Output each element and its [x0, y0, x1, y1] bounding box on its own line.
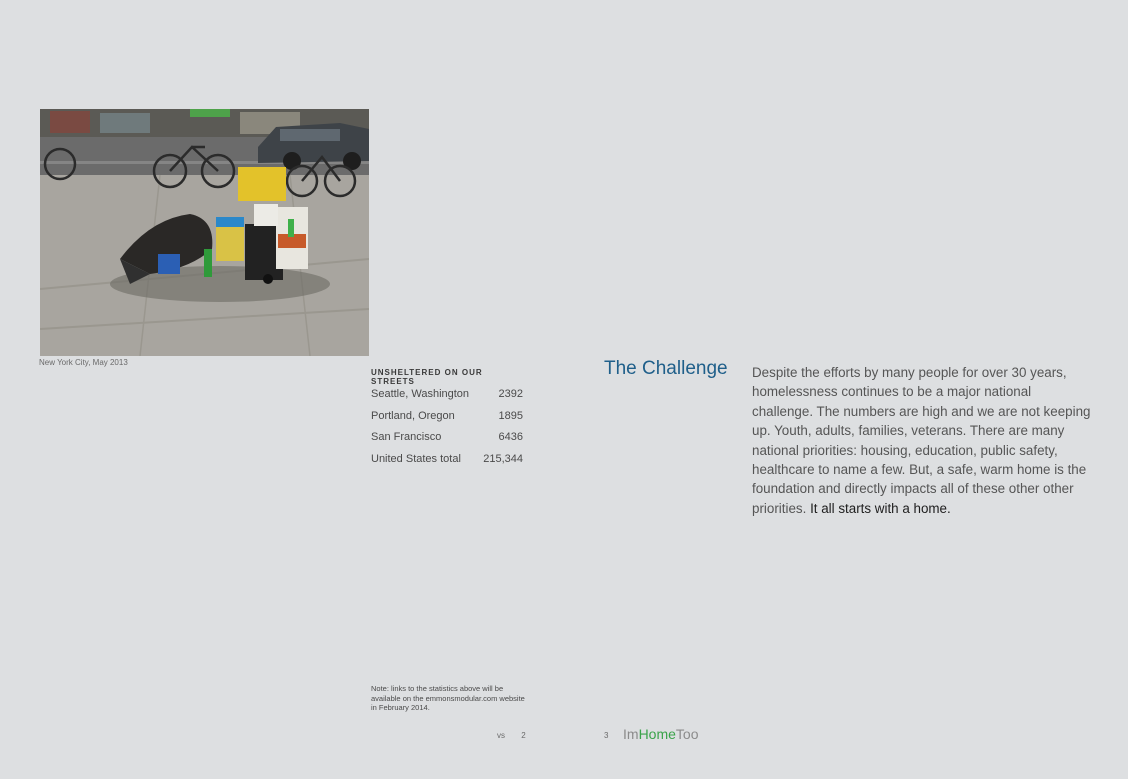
- stat-row: [371, 431, 523, 453]
- statistics-note: Note: links to the statistics above will be available on the emmonsmodular.com website in February 2014.: [371, 684, 525, 712]
- brand-too: Too: [675, 726, 699, 742]
- stat-place: Portland, Oregon: [371, 409, 455, 422]
- stat-row: [371, 453, 523, 475]
- body-paragraph: Despite the efforts by many people for over 30 years, homelessness continues to be a major national challenge. The numbers are high and we are not keeping up. Youth, adults, families, veterans. There are many national priorities: housing, education, public safety, healthcare to name a few. But, a safe, warm home is the foundation and directly impacts all of these other other priorities.: [752, 365, 1091, 516]
- page-number-left: 2: [521, 731, 526, 740]
- brand-home: Home: [638, 726, 676, 742]
- stat-row: [371, 410, 523, 432]
- brand-im: Im: [623, 726, 639, 742]
- section-body: [752, 363, 1092, 518]
- folio-initials: vs: [497, 731, 505, 740]
- section-title: The Challenge: [604, 358, 728, 379]
- stats-title: UNSHELTERED ON OUR STREETS: [371, 368, 483, 386]
- stat-count: 6436: [498, 431, 523, 444]
- folio-left: [497, 731, 526, 740]
- stat-row: [371, 388, 523, 410]
- page-number-right: 3: [604, 731, 609, 740]
- photo-caption: New York City, May 2013: [39, 358, 128, 367]
- stat-place: United States total: [371, 452, 461, 465]
- stat-count: 1895: [498, 409, 523, 422]
- stats-table: [371, 368, 523, 474]
- stat-place: San Francisco: [371, 431, 442, 444]
- stat-count: 2392: [498, 388, 523, 400]
- street-photo: [40, 109, 369, 356]
- brand-logo: [623, 726, 699, 742]
- body-emphasis: It all starts with a home.: [810, 500, 951, 516]
- stat-place: Seattle, Washington: [371, 388, 470, 400]
- stat-count: 215,344: [483, 452, 523, 465]
